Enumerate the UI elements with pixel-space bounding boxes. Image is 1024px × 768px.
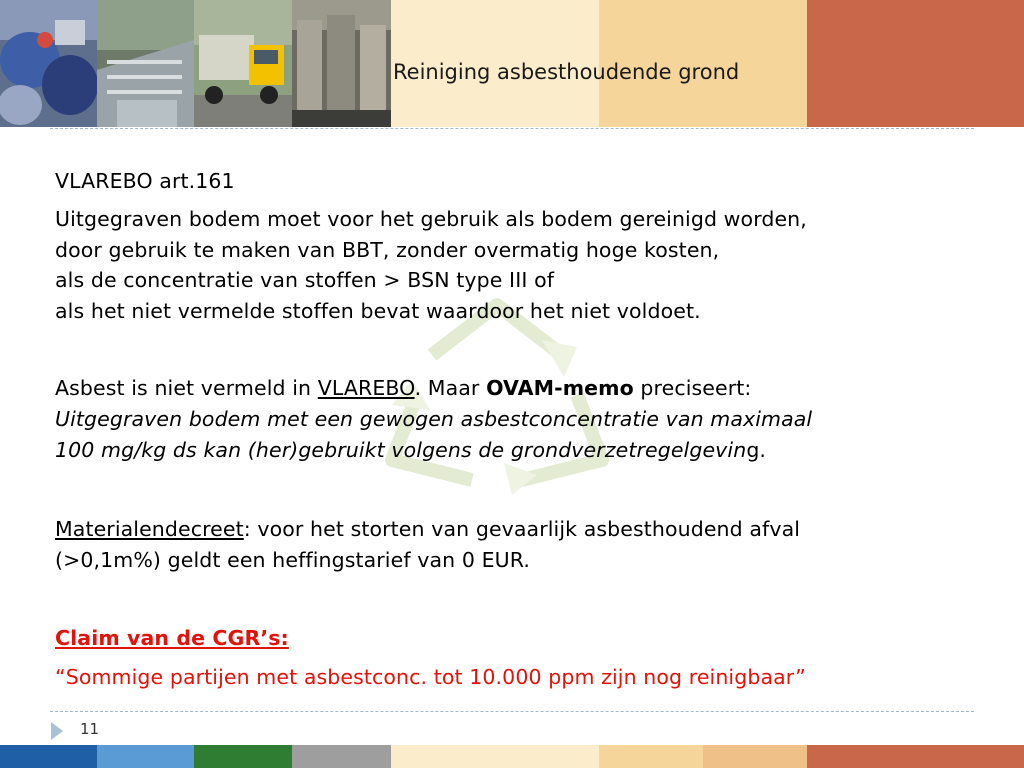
footer-strip (292, 745, 391, 768)
header-strip-rust (807, 0, 1024, 127)
italic-quote-line: Uitgegraven bodem met een gewogen asbestconcentratie van maximaal (55, 407, 813, 431)
claim-heading: Claim van de CGR’s: (55, 626, 289, 650)
paragraph-line: door gebruik te maken van BBT, zonder overmatig hoge kosten, (55, 237, 720, 262)
text: Asbest is niet vermeld in (55, 376, 318, 400)
footer-color-bar (0, 745, 1024, 768)
header-banner (0, 0, 1024, 127)
header-photo-basin (97, 0, 194, 127)
italic-quote-line (55, 435, 766, 466)
footer-strip (391, 745, 599, 768)
slide-title: Reiniging asbesthoudende grond (393, 60, 740, 84)
ovam-memo-bold: OVAM-memo (486, 376, 634, 400)
footer-strip (194, 745, 292, 768)
paragraph-asbest (55, 373, 751, 404)
text: . Maar (414, 376, 487, 400)
claim-quote: “Sommige partijen met asbestconc. tot 10.000 ppm zijn nog reinigbaar” (55, 665, 806, 689)
section-heading-vlarebo: VLAREBO art.161 (55, 169, 235, 193)
footer-strip (0, 745, 97, 768)
text: preciseert: (633, 376, 752, 400)
materialendecreet-link[interactable]: Materialendecreet (55, 517, 244, 541)
paragraph-line: als het niet vermelde stoffen bevat waardoor het niet voldoet. (55, 298, 701, 323)
text: : voor het storten van gevaarlijk asbesthoudend afval (243, 517, 801, 541)
header-divider (50, 128, 974, 129)
footer-strip (599, 745, 703, 768)
header-photo-tanks (292, 0, 391, 127)
text: 100 mg/kg ds kan (her)gebruikt volgens de grondverzetregelgevin (55, 438, 747, 462)
page-number: 11 (80, 720, 100, 738)
footer-strip (807, 745, 1024, 768)
footer-divider (50, 711, 974, 712)
header-photo-truck (194, 0, 292, 127)
header-photo-waste (0, 0, 97, 127)
footer-strip (97, 745, 194, 768)
vlarebo-link[interactable]: VLAREBO (317, 376, 415, 400)
paragraph-line: (>0,1m%) geldt een heffingstarief van 0 EUR. (55, 548, 530, 572)
paragraph-line: als de concentratie van stoffen > BSN type III of (55, 268, 555, 292)
footer-strip (703, 745, 807, 768)
paragraph-materialendecreet (55, 514, 800, 545)
paragraph-line: Uitgegraven bodem moet voor het gebruik als bodem gereinigd worden, (55, 207, 807, 231)
text: g. (746, 438, 767, 462)
triangle-right-icon (49, 720, 65, 746)
